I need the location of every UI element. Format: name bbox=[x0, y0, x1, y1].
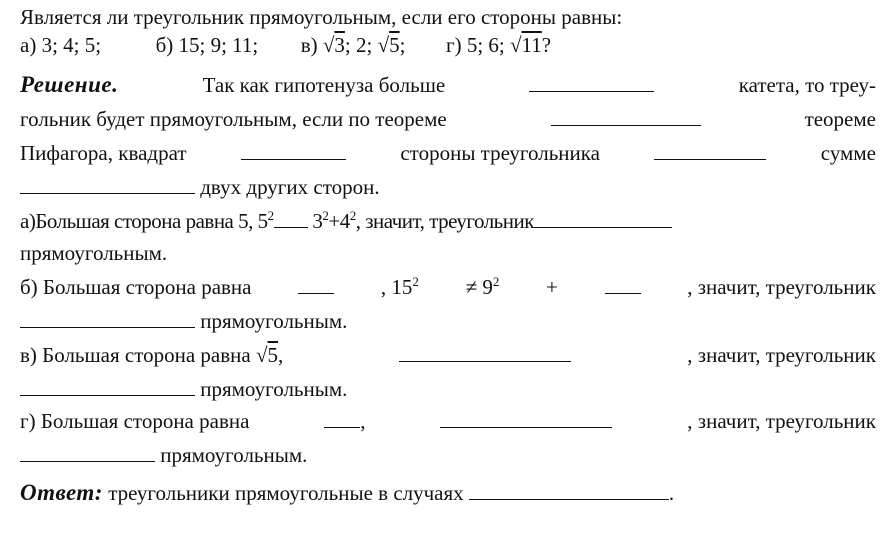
blank-field[interactable] bbox=[551, 107, 701, 126]
solution-line-1: Решение. Так как гипотенуза больше катета, то треу- bbox=[20, 72, 876, 97]
part-c-line-2: прямоугольным. bbox=[20, 376, 876, 402]
solution-line-2: гольник будет прямоугольным, если по теореме теореме bbox=[20, 107, 876, 131]
blank-field[interactable] bbox=[241, 141, 346, 160]
task-options bbox=[20, 32, 551, 58]
answer-line: Ответ: треугольники прямоугольные в случаях . bbox=[20, 480, 675, 505]
part-d-line-2: прямоугольным. bbox=[20, 442, 876, 468]
option-a: а) 3; 4; 5; bbox=[20, 33, 102, 57]
part-a-line-2: прямоугольным. bbox=[20, 241, 168, 265]
task-question bbox=[20, 4, 876, 30]
blank-field[interactable] bbox=[298, 275, 334, 294]
part-b-line-1: б) Большая сторона равна , $15^2$ ≠ $9^2$ + , значит, треугольник bbox=[20, 274, 876, 299]
answer-blank-field[interactable] bbox=[469, 481, 669, 500]
task-question-text: Является ли треугольник прямоугольным, если его стороны равны: bbox=[20, 5, 623, 29]
part-a-line-1: а)Большая сторона равна 5, $5^2$ $3^2+4^2$, значит, треугольник bbox=[20, 208, 876, 234]
blank-field[interactable] bbox=[274, 209, 308, 228]
blank-field[interactable] bbox=[399, 343, 571, 362]
part-b-line-2: прямоугольным. bbox=[20, 308, 876, 334]
solution-label: Решение. bbox=[20, 72, 119, 97]
option-b: б) 15; 9; 11; bbox=[155, 33, 259, 57]
blank-field[interactable] bbox=[20, 175, 195, 194]
blank-field[interactable] bbox=[20, 377, 195, 396]
blank-field[interactable] bbox=[324, 409, 360, 428]
blank-field[interactable] bbox=[534, 209, 672, 228]
blank-field[interactable] bbox=[20, 309, 195, 328]
answer-label: Ответ: bbox=[20, 480, 103, 505]
part-d-line-1: г) Большая сторона равна , , значит, треугольник bbox=[20, 409, 876, 433]
blank-field[interactable] bbox=[440, 409, 612, 428]
solution-line-3: Пифагора, квадрат стороны треугольника сумме bbox=[20, 141, 876, 165]
blank-field[interactable] bbox=[529, 73, 654, 92]
option-c: в) √3; 2; √5; bbox=[300, 33, 406, 57]
blank-field[interactable] bbox=[605, 275, 641, 294]
blank-field[interactable] bbox=[654, 141, 766, 160]
option-d: г) 5; 6; √11? bbox=[445, 33, 552, 57]
blank-field[interactable] bbox=[20, 443, 155, 462]
solution-line-4: двух других сторон. bbox=[20, 174, 876, 200]
part-c-line-1: в) Большая сторона равна √5, , значит, треугольник bbox=[20, 343, 876, 367]
